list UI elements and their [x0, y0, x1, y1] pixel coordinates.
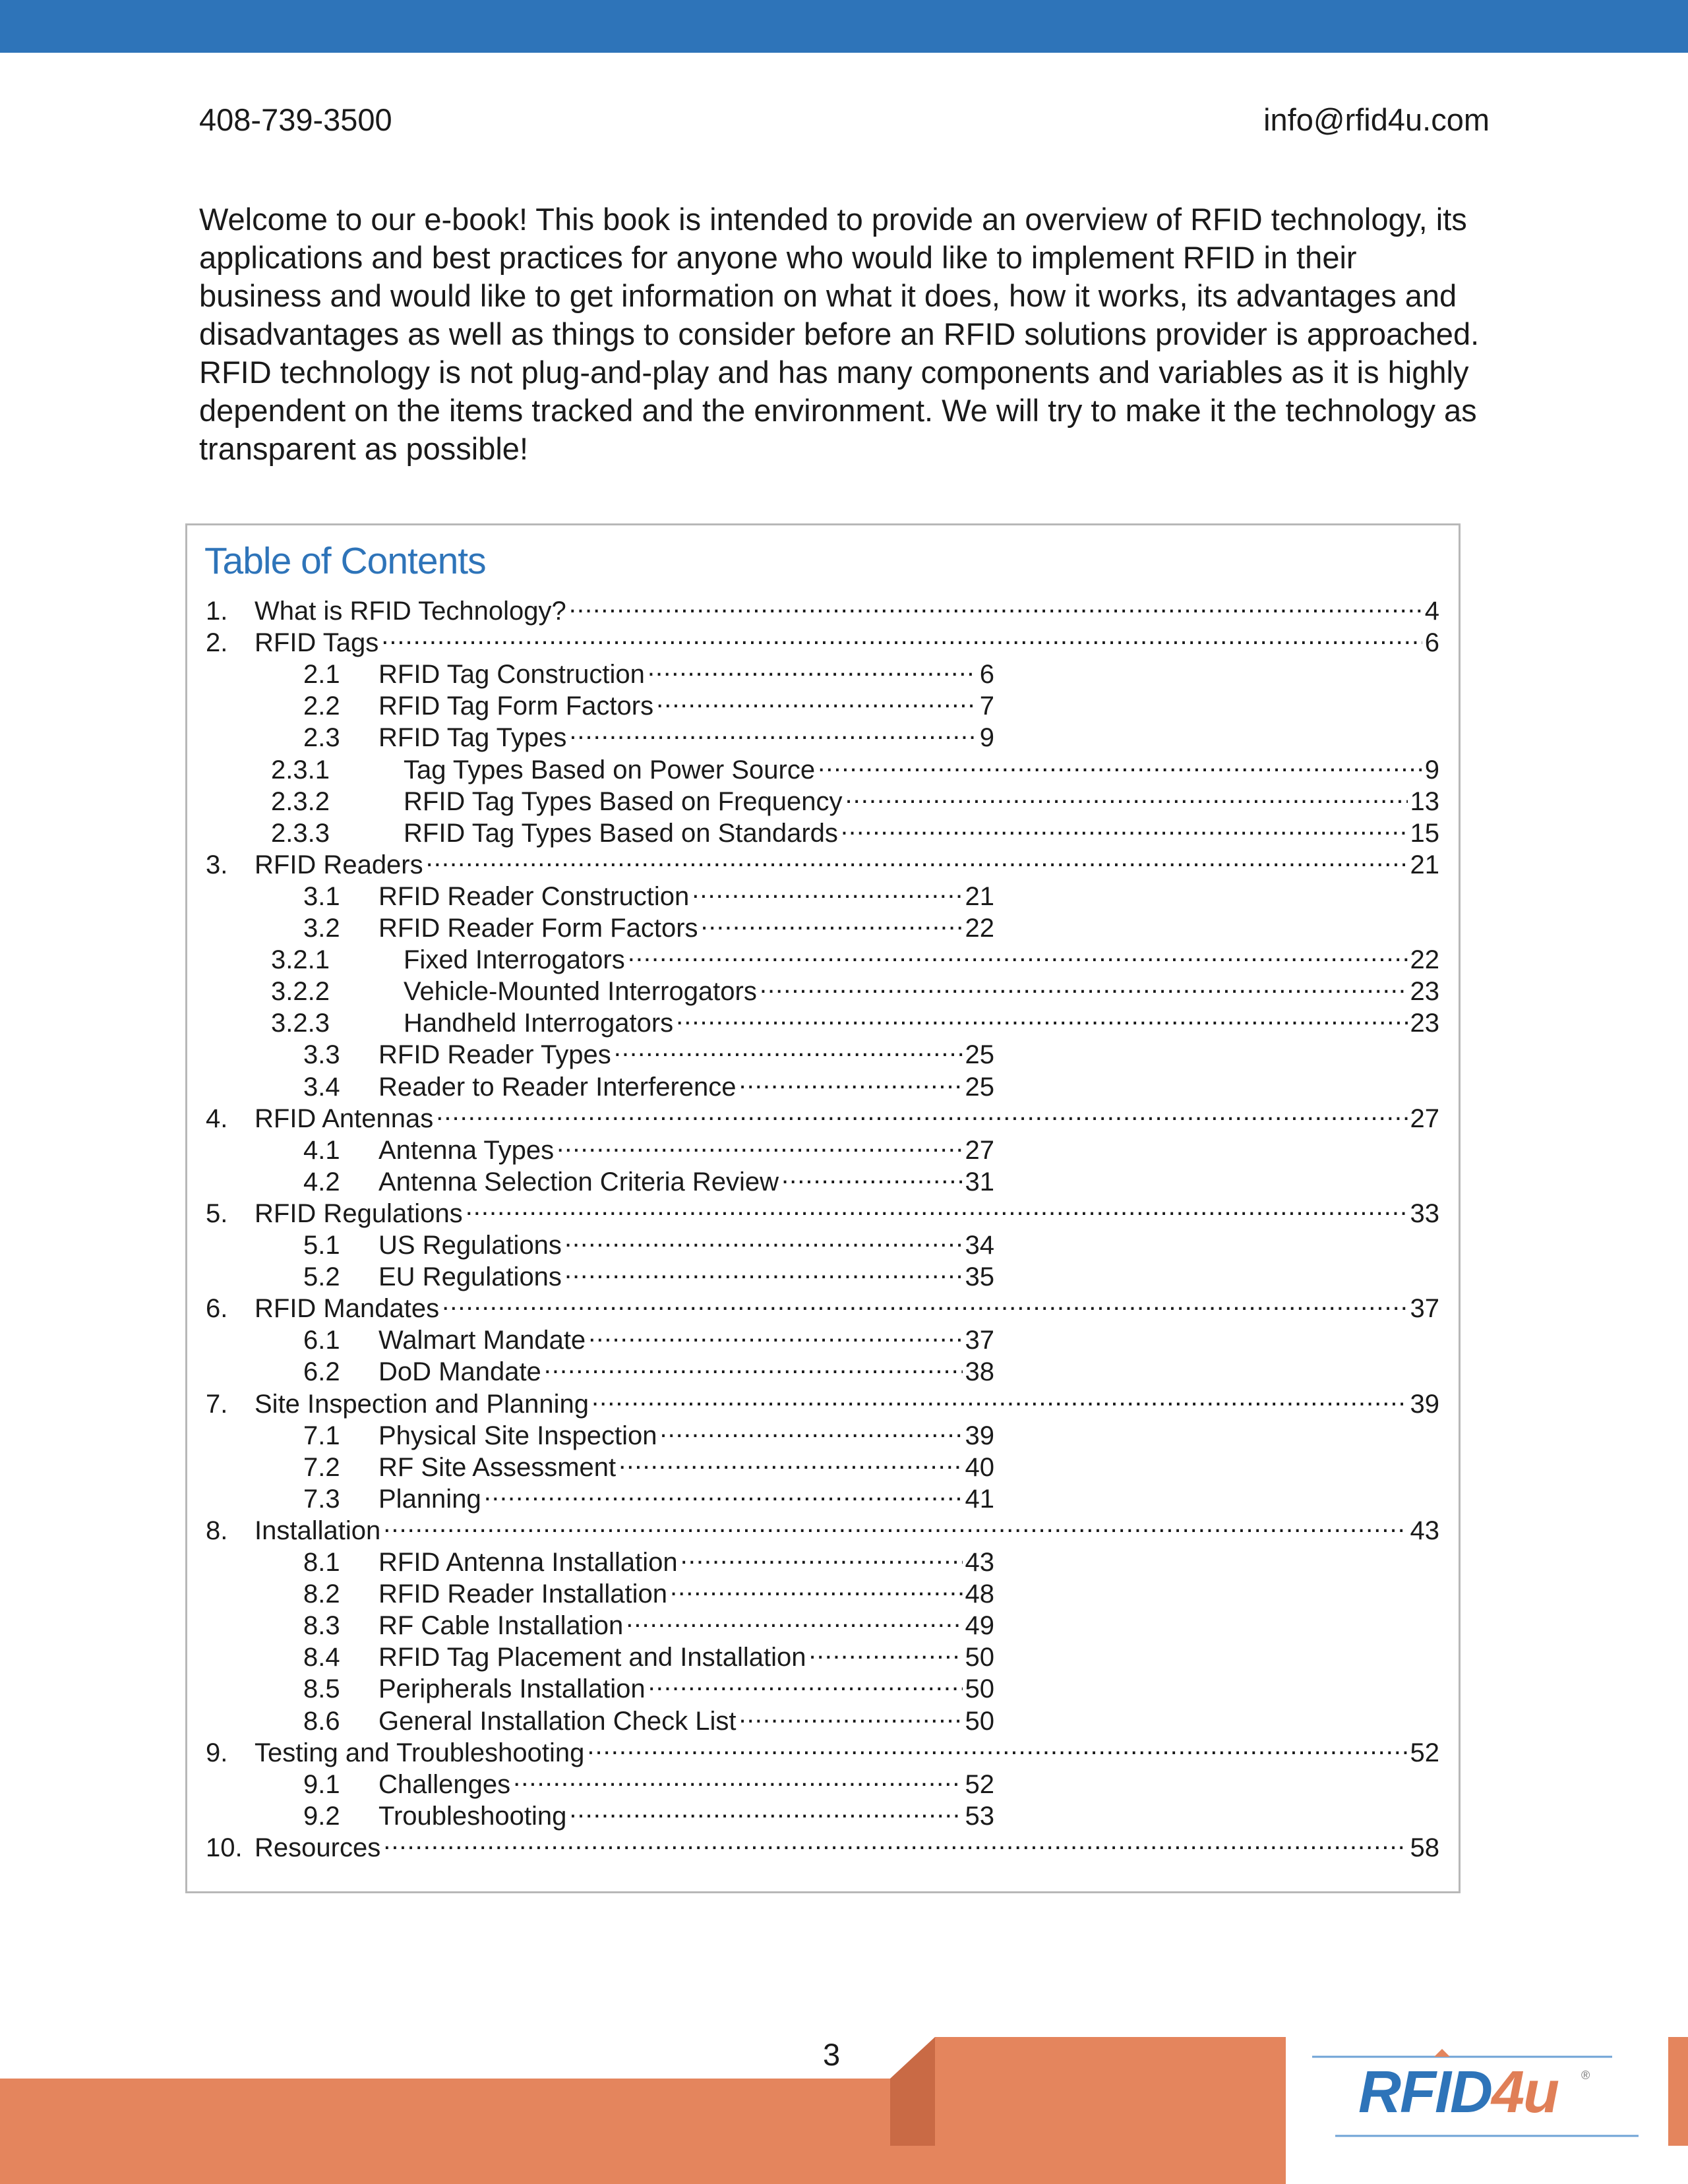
toc-dot-leader — [739, 1064, 963, 1096]
toc-entry-title: Antenna Types — [378, 1135, 555, 1165]
toc-entry-title: EU Regulations — [378, 1262, 562, 1292]
toc-entry-page: 25 — [965, 1072, 994, 1102]
toc-dot-leader — [557, 1127, 962, 1159]
toc-dot-leader — [564, 1222, 963, 1254]
toc-dot-leader — [670, 1571, 963, 1603]
toc-entry-number: 2.3.2 — [271, 786, 330, 816]
toc-entry-page: 13 — [1410, 786, 1439, 816]
toc-entry[interactable] — [206, 1730, 1439, 1767]
toc-entry-title: Planning — [378, 1484, 481, 1514]
toc-entry-number: 2.3.1 — [271, 755, 330, 784]
logo-text-4u: 4u — [1491, 2059, 1559, 2125]
toc-entry[interactable] — [206, 1285, 1439, 1324]
toc-entry[interactable] — [271, 779, 1439, 816]
logo-caret-icon — [1434, 2049, 1450, 2057]
footer-orange-lower-block — [890, 2146, 1286, 2184]
toc-entry[interactable] — [271, 937, 1439, 975]
toc-dot-leader — [614, 1032, 963, 1063]
toc-entry[interactable] — [303, 1666, 994, 1704]
toc-entry-number: 10. — [206, 1833, 243, 1862]
toc-dot-leader — [701, 905, 963, 937]
toc-entry-title: RFID Reader Form Factors — [378, 914, 698, 943]
toc-dot-leader — [809, 1634, 963, 1666]
toc-entry-page: 39 — [1410, 1389, 1439, 1419]
toc-entry-page: 23 — [1410, 977, 1439, 1007]
toc-dot-leader — [648, 1666, 963, 1697]
toc-entry-page: 7 — [979, 692, 994, 721]
toc-entry-number: 3.3 — [303, 1040, 340, 1070]
toc-entry-page: 9 — [979, 723, 994, 753]
toc-entry-page: 22 — [1410, 945, 1439, 975]
toc-entry[interactable] — [303, 1698, 994, 1736]
toc-entry[interactable] — [303, 905, 994, 943]
toc-entry-page: 34 — [965, 1231, 994, 1260]
toc-entry[interactable] — [303, 1571, 994, 1609]
toc-entry-title: General Installation Check List — [378, 1706, 737, 1736]
toc-entry-page: 37 — [1410, 1294, 1439, 1324]
toc-entry-page: 52 — [1410, 1738, 1439, 1767]
toc-entry-number: 7.1 — [303, 1421, 340, 1450]
toc-entry-title: Physical Site Inspection — [378, 1421, 657, 1450]
toc-entry-page: 37 — [965, 1326, 994, 1355]
toc-entry-number: 4.1 — [303, 1135, 340, 1165]
toc-entry-page: 48 — [965, 1579, 994, 1609]
toc-entry-number: 3.2.2 — [271, 977, 330, 1007]
footer-orange-raised-block — [935, 2037, 1286, 2146]
toc-entry-number: 7.2 — [303, 1452, 340, 1482]
toc-entry[interactable] — [303, 1317, 994, 1355]
toc-entry-number: 3.2.3 — [271, 1009, 330, 1038]
toc-entry-page: 15 — [1410, 818, 1439, 848]
toc-entry[interactable] — [303, 1413, 994, 1450]
toc-entry-page: 52 — [965, 1769, 994, 1799]
toc-entry-page: 39 — [965, 1421, 994, 1450]
toc-dot-leader — [845, 779, 1408, 810]
toc-dot-leader — [426, 842, 1408, 873]
toc-entry-number: 2.2 — [303, 692, 340, 721]
toc-entry-number: 3.2 — [303, 914, 340, 943]
toc-entry-page: 27 — [1410, 1104, 1439, 1133]
toc-entry-number: 3. — [206, 850, 228, 879]
toc-entry[interactable] — [303, 1159, 994, 1196]
toc-dot-leader — [436, 1096, 1407, 1127]
toc-entry-page: 21 — [1410, 850, 1439, 879]
toc-entry[interactable] — [303, 1444, 994, 1482]
toc-entry-page: 58 — [1410, 1833, 1439, 1862]
toc-entry-title: RFID Regulations — [255, 1198, 463, 1228]
toc-dot-leader — [569, 1793, 962, 1825]
toc-entry-number: 8.4 — [303, 1643, 340, 1672]
toc-entry-title: RFID Reader Types — [378, 1040, 611, 1070]
toc-entry-title: RFID Tag Types — [378, 723, 567, 753]
toc-entry-number: 6.2 — [303, 1357, 340, 1387]
logo-text-rfid: RFID — [1358, 2059, 1492, 2125]
toc-entry-title: Installation — [255, 1516, 381, 1545]
toc-dot-leader — [841, 810, 1408, 842]
toc-dot-leader — [628, 937, 1408, 968]
toc-entry[interactable] — [303, 1634, 994, 1672]
toc-entry-number: 3.1 — [303, 881, 340, 911]
toc-entry[interactable] — [303, 715, 994, 753]
toc-entry[interactable] — [206, 1508, 1439, 1545]
toc-dot-leader — [383, 1825, 1407, 1856]
toc-entry-number: 4. — [206, 1104, 228, 1133]
toc-dot-leader — [513, 1761, 962, 1793]
toc-entry-number: 5.2 — [303, 1262, 340, 1292]
toc-entry-page: 35 — [965, 1262, 994, 1292]
toc-dot-leader — [626, 1603, 962, 1634]
toc-entry-number: 3.2.1 — [271, 945, 330, 975]
toc-entry-page: 21 — [965, 881, 994, 911]
toc-entry[interactable] — [206, 1191, 1439, 1228]
toc-dot-leader — [544, 1349, 963, 1380]
toc-entry[interactable] — [303, 1539, 994, 1577]
toc-entry-title: RFID Mandates — [255, 1294, 440, 1324]
toc-dot-leader — [680, 1539, 963, 1571]
toc-heading: Table of Contents — [204, 540, 486, 582]
logo-registered-mark: ® — [1581, 2069, 1590, 2082]
toc-dot-leader — [442, 1285, 1407, 1317]
intro-paragraph: Welcome to our e-book! This book is intended to provide an overview of RFID technology, its applications and best practices for anyone who would like to implement RFID in their business and would like to get information on what it does, how it works, its advantages and disadvantages as well as things to consider before an RFID solutions provider is approached. RFID technology is not plug-and-play and has many components and variables as it is highly dependent on the items tracked and the environment. We will try to make it the technology as transparent as possible! — [199, 202, 1480, 466]
toc-entry-number: 1. — [206, 597, 228, 626]
toc-entry-title: Antenna Selection Criteria Review — [378, 1167, 779, 1196]
toc-entry-page: 25 — [965, 1040, 994, 1070]
toc-entry[interactable] — [303, 1761, 994, 1799]
toc-entry-title: US Regulations — [378, 1231, 562, 1260]
toc-entry-number: 7. — [206, 1389, 228, 1419]
toc-dot-leader — [656, 683, 977, 715]
toc-entry-number: 8.1 — [303, 1548, 340, 1577]
toc-entry[interactable] — [303, 873, 994, 911]
toc-entry-number: 6.1 — [303, 1326, 340, 1355]
toc-entry-title: Tag Types Based on Power Source — [404, 755, 816, 784]
toc-entry-title: Resources — [255, 1833, 381, 1862]
toc-entry-number: 5. — [206, 1198, 228, 1228]
toc-dot-leader — [591, 1381, 1407, 1413]
toc-entry-title: Vehicle-Mounted Interrogators — [404, 977, 757, 1007]
toc-entry[interactable] — [206, 620, 1439, 658]
toc-entry-page: 38 — [965, 1357, 994, 1387]
toc-entry-title: DoD Mandate — [378, 1357, 541, 1387]
toc-entry-title: Walmart Mandate — [378, 1326, 586, 1355]
toc-dot-leader — [383, 1508, 1407, 1539]
toc-entry-title: RFID Tag Form Factors — [378, 692, 654, 721]
toc-entry[interactable] — [303, 1349, 994, 1387]
toc-entry[interactable] — [303, 651, 994, 690]
toc-entry[interactable] — [206, 1825, 1439, 1862]
toc-entry-number: 3.4 — [303, 1072, 340, 1102]
toc-entry-page: 9 — [1424, 755, 1439, 784]
toc-entry-number: 9. — [206, 1738, 228, 1767]
toc-dot-leader — [484, 1476, 963, 1508]
toc-entry-title: RFID Antenna Installation — [378, 1548, 678, 1577]
toc-entry-number: 8.3 — [303, 1611, 340, 1641]
toc-entry[interactable] — [303, 1254, 994, 1292]
toc-entry[interactable] — [206, 1096, 1439, 1133]
toc-entry[interactable] — [303, 1127, 994, 1165]
top-banner-bar — [0, 0, 1688, 53]
toc-entry-number: 2. — [206, 628, 228, 658]
toc-dot-leader — [648, 651, 977, 683]
toc-entry-title: RF Site Assessment — [378, 1452, 617, 1482]
toc-entry-page: 41 — [965, 1484, 994, 1514]
toc-entry-page: 43 — [965, 1548, 994, 1577]
toc-entry[interactable] — [303, 1064, 994, 1102]
page-number: 3 — [823, 2037, 841, 2072]
toc-entry-page: 22 — [965, 914, 994, 943]
toc-entry-number: 9.2 — [303, 1801, 340, 1831]
toc-entry-title: RFID Antennas — [255, 1104, 434, 1133]
toc-entry-number: 8.6 — [303, 1706, 340, 1736]
toc-dot-leader — [587, 1730, 1407, 1761]
toc-dot-leader — [739, 1698, 963, 1730]
footer-orange-band — [0, 2079, 890, 2184]
toc-entry-title: Troubleshooting — [378, 1801, 567, 1831]
toc-entry[interactable] — [271, 1000, 1439, 1038]
rfid4u-logo — [1358, 2059, 1558, 2125]
toc-entry-page: 6 — [1424, 628, 1439, 658]
toc-entry-title: RFID Tags — [255, 628, 379, 658]
toc-entry-page: 43 — [1410, 1516, 1439, 1545]
toc-entry-page: 40 — [965, 1452, 994, 1482]
toc-entry-title: RFID Reader Construction — [378, 881, 690, 911]
toc-entry-title: Reader to Reader Interference — [378, 1072, 737, 1102]
toc-entry-number: 5.1 — [303, 1231, 340, 1260]
toc-entry-title: Challenges — [378, 1769, 511, 1799]
toc-entry-number: 4.2 — [303, 1167, 340, 1196]
toc-dot-leader — [692, 873, 962, 905]
toc-entry-page: 49 — [965, 1611, 994, 1641]
toc-entry-number: 9.1 — [303, 1769, 340, 1799]
toc-entry-number: 2.1 — [303, 660, 340, 690]
toc-entry-page: 50 — [965, 1706, 994, 1736]
header-phone: 408-739-3500 — [199, 102, 392, 137]
toc-entry-page: 53 — [965, 1801, 994, 1831]
toc-dot-leader — [760, 968, 1408, 1000]
toc-dot-leader — [466, 1191, 1408, 1222]
toc-entry[interactable] — [303, 1222, 994, 1260]
toc-entry[interactable] — [271, 810, 1439, 848]
toc-entry-page: 27 — [965, 1135, 994, 1165]
toc-entry[interactable] — [206, 842, 1439, 879]
toc-entry-number: 2.3.3 — [271, 818, 330, 848]
toc-entry-page: 4 — [1424, 597, 1439, 626]
toc-entry-title: Handheld Interrogators — [404, 1009, 674, 1038]
toc-entry[interactable] — [303, 1603, 994, 1641]
toc-entry-page: 50 — [965, 1643, 994, 1672]
toc-dot-leader — [676, 1000, 1407, 1032]
footer-orange-edge-strip — [1668, 2037, 1688, 2146]
toc-entry[interactable] — [303, 1793, 994, 1831]
toc-dot-leader — [659, 1413, 962, 1444]
toc-entry[interactable] — [303, 683, 994, 721]
toc-entry-title: Fixed Interrogators — [404, 945, 625, 975]
toc-dot-leader — [564, 1254, 963, 1285]
toc-entry-title: Testing and Troubleshooting — [255, 1738, 585, 1767]
toc-dot-leader — [569, 588, 1422, 620]
toc-entry-number: 8.5 — [303, 1674, 340, 1704]
toc-entry-title: Peripherals Installation — [378, 1674, 646, 1704]
toc-entry-title: RFID Readers — [255, 850, 423, 879]
toc-entry-page: 31 — [965, 1167, 994, 1196]
toc-entry-number: 8. — [206, 1516, 228, 1545]
toc-entry-page: 6 — [979, 660, 994, 690]
toc-entry-title: RFID Tag Types Based on Frequency — [404, 786, 843, 816]
toc-entry-page: 33 — [1410, 1198, 1439, 1228]
header-email: info@rfid4u.com — [1263, 102, 1490, 137]
toc-entry[interactable] — [271, 747, 1439, 784]
toc-entry[interactable] — [271, 968, 1439, 1007]
toc-dot-leader — [818, 747, 1422, 779]
toc-entry-number: 6. — [206, 1294, 228, 1324]
toc-dot-leader — [781, 1159, 963, 1191]
toc-entry-page: 50 — [965, 1674, 994, 1704]
toc-entry[interactable] — [303, 1032, 994, 1070]
toc-entry-title: RFID Tag Construction — [378, 660, 645, 690]
toc-entry-number: 8.2 — [303, 1579, 340, 1609]
toc-dot-leader — [381, 620, 1422, 651]
toc-entry-number: 2.3 — [303, 723, 340, 753]
toc-entry-title: RFID Reader Installation — [378, 1579, 667, 1609]
toc-entry-title: RFID Tag Placement and Installation — [378, 1643, 806, 1672]
toc-entry-title: RF Cable Installation — [378, 1611, 624, 1641]
toc-entry-page: 23 — [1410, 1009, 1439, 1038]
toc-entry[interactable] — [206, 1381, 1439, 1419]
toc-entry-title: What is RFID Technology? — [255, 597, 566, 626]
toc-entry-number: 7.3 — [303, 1484, 340, 1514]
toc-dot-leader — [569, 715, 977, 746]
toc-entry[interactable] — [206, 588, 1439, 626]
toc-entry-title: RFID Tag Types Based on Standards — [404, 818, 838, 848]
toc-dot-leader — [588, 1317, 962, 1349]
toc-dot-leader — [618, 1444, 962, 1476]
toc-entry-title: Site Inspection and Planning — [255, 1389, 589, 1419]
toc-entry[interactable] — [303, 1476, 994, 1514]
